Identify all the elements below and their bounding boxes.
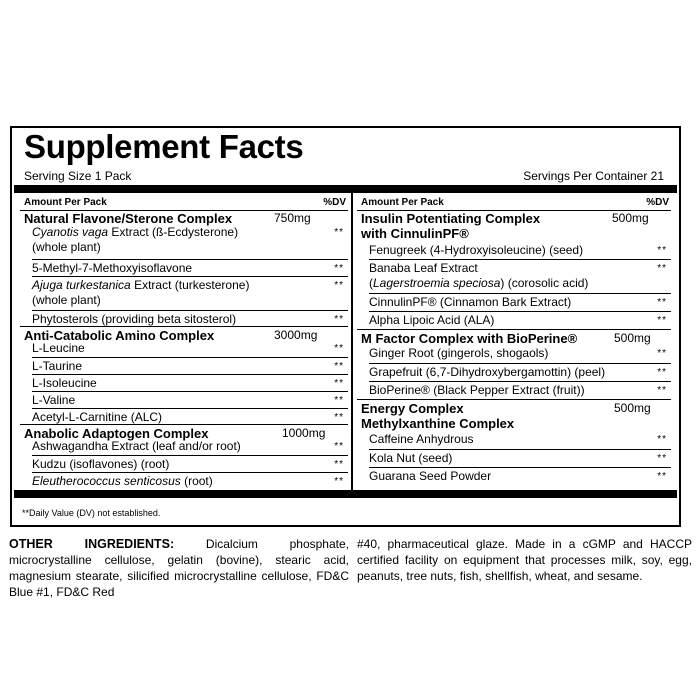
ingredient-name	[32, 410, 318, 425]
dv-label: %DV	[646, 197, 669, 208]
ingredient-name	[32, 474, 318, 489]
ingredient-name-text: Fenugreek (4-Hydroxyisoleucine) (seed)	[369, 243, 584, 257]
ingredient-name	[32, 312, 318, 327]
ingredient-row	[369, 311, 671, 330]
ingredient-name	[361, 331, 641, 346]
ingredient-row	[32, 408, 348, 425]
daily-value-marker: **	[334, 378, 344, 389]
ingredient-name	[361, 401, 641, 431]
ingredient-name-line2: (whole plant)	[32, 240, 101, 254]
ingredient-name-text: Insulin Potentiating Complex	[361, 211, 541, 226]
daily-value-marker: **	[334, 361, 344, 372]
dv-label: %DV	[323, 197, 346, 208]
ingredient-name	[369, 469, 641, 484]
ingredient-group-row	[357, 329, 671, 346]
ingredient-name-line2-rest: ) (corosolic acid)	[500, 276, 589, 290]
ingredient-name-line2: Methylxanthine Complex	[361, 416, 515, 431]
ingredient-name	[369, 313, 641, 328]
ingredient-name	[32, 457, 318, 472]
ingredient-name-line2: with CinnulinPF®	[361, 226, 469, 241]
ingredient-group-row	[357, 399, 671, 432]
ingredient-row	[32, 438, 348, 455]
amount-per-pack-label: Amount Per Pack	[361, 197, 444, 208]
ingredient-name-line2-pre: (	[369, 276, 373, 290]
ingredient-name-text: 5-Methyl-7-Methoxyisoflavone	[32, 261, 193, 275]
ingredient-row	[369, 431, 671, 449]
ingredient-name-text: BioPerine® (Black Pepper Extract (fruit))	[369, 383, 585, 397]
daily-value-marker: **	[334, 395, 344, 406]
ingredient-name-text: M Factor Complex with BioPerine®	[361, 331, 578, 346]
ingredient-name-text: Alpha Lipoic Acid (ALA)	[369, 313, 495, 327]
ingredient-row	[369, 259, 671, 294]
ingredient-group-row	[20, 210, 348, 226]
ingredient-name-rest: (root)	[180, 474, 213, 488]
ingredient-name-text: CinnulinPF® (Cinnamon Bark Extract)	[369, 295, 572, 309]
ingredient-group-row	[357, 210, 671, 242]
daily-value-marker: **	[657, 245, 667, 256]
daily-value-marker: **	[657, 471, 667, 482]
ingredient-name	[32, 225, 318, 255]
ingredient-name-text: Anabolic Adaptogen Complex	[24, 426, 209, 441]
daily-value-marker: **	[334, 343, 344, 354]
daily-value-marker: **	[657, 297, 667, 308]
ingredient-name-text: Anti-Catabolic Amino Complex	[24, 328, 215, 343]
ingredient-name-text: Kudzu (isoflavones) (root)	[32, 457, 170, 471]
ingredient-name-text: Phytosterols (providing beta sitosterol)	[32, 312, 237, 326]
ingredient-row	[32, 357, 348, 375]
other-ingredients-label: OTHER INGREDIENTS:	[9, 537, 175, 551]
daily-value-marker: **	[334, 476, 344, 487]
ingredient-amount: 500mg	[612, 211, 649, 225]
ingredient-name	[32, 341, 318, 356]
ingredient-name-text: Ginger Root (gingerols, shogaols)	[369, 346, 549, 360]
ingredient-name	[369, 261, 641, 291]
servings-per-container: Servings Per Container 21	[523, 169, 664, 183]
daily-value-marker: **	[657, 434, 667, 445]
other-ingredients-left	[9, 536, 349, 600]
ingredient-name-text: Kola Nut (seed)	[369, 451, 453, 465]
ingredient-row	[32, 455, 348, 473]
ingredient-amount: 500mg	[614, 401, 651, 415]
bottom-divider-bar	[14, 490, 677, 498]
ingredient-name	[369, 451, 641, 466]
ingredient-row	[369, 363, 671, 382]
daily-value-marker: **	[657, 315, 667, 326]
ingredient-name-line2-italic: Lagerstroemia speciosa	[373, 276, 501, 290]
ingredient-row	[32, 224, 348, 258]
supplement-facts-panel	[10, 126, 681, 527]
amount-per-pack-label: Amount Per Pack	[24, 197, 107, 208]
ingredient-row	[32, 276, 348, 311]
ingredient-name	[32, 278, 318, 308]
ingredient-name-italic: Ajuga turkestanica	[32, 278, 131, 292]
ingredient-row	[32, 259, 348, 277]
ingredient-name	[369, 365, 641, 380]
ingredient-name-text: Guarana Seed Powder	[369, 469, 492, 483]
ingredient-amount: 3000mg	[274, 328, 318, 342]
ingredient-name-line2: (whole plant)	[32, 293, 101, 307]
ingredient-group-row	[20, 326, 348, 341]
daily-value-marker: **	[657, 453, 667, 464]
daily-value-marker: **	[334, 263, 344, 274]
ingredient-name	[369, 346, 641, 361]
ingredient-name	[32, 393, 318, 408]
ingredient-name	[32, 376, 318, 391]
ingredient-row	[32, 340, 348, 357]
ingredient-name-text: Energy Complex	[361, 401, 464, 416]
ingredient-row	[32, 374, 348, 392]
ingredient-name-text: L-Taurine	[32, 359, 83, 373]
ingredient-name-text: Ashwagandha Extract (leaf and/or root)	[32, 439, 241, 453]
ingredient-name	[369, 295, 641, 310]
ingredient-amount: 750mg	[274, 211, 311, 225]
ingredient-row	[32, 391, 348, 409]
ingredient-name-text: L-Leucine	[32, 341, 85, 355]
ingredient-name	[369, 383, 641, 398]
daily-value-marker: **	[334, 412, 344, 423]
ingredient-name-text: Banaba Leaf Extract	[369, 261, 478, 275]
other-ingredients-right: #40, pharmaceutical glaze. Made in a cGMP and HACCP certified facility on equipment that processes milk, soy, egg, peanuts, tree nuts, fish, shellfish, wheat, and sesame.	[357, 537, 692, 583]
column-divider	[351, 193, 353, 490]
ingredient-name-text: L-Isoleucine	[32, 376, 97, 390]
ingredient-row	[369, 345, 671, 363]
daily-value-marker: **	[334, 314, 344, 325]
ingredient-name-italic: Eleutherococcus senticosus	[32, 474, 181, 488]
ingredient-row	[32, 472, 348, 490]
panel-title: Supplement Facts	[24, 128, 304, 165]
ingredient-name-text: L-Valine	[32, 393, 76, 407]
ingredient-name-rest: Extract (ß-Ecdysterone)	[108, 225, 239, 239]
dv-footnote: **Daily Value (DV) not established.	[22, 508, 161, 518]
ingredient-group-row	[20, 424, 348, 439]
ingredient-row	[369, 242, 671, 259]
right-column-header	[357, 193, 671, 211]
ingredient-name-text: Caffeine Anhydrous	[369, 432, 474, 446]
serving-size: Serving Size 1 Pack	[24, 169, 132, 183]
daily-value-marker: **	[334, 280, 344, 291]
ingredient-name-rest: Extract (turkesterone)	[130, 278, 250, 292]
ingredient-row	[369, 293, 671, 312]
daily-value-marker: **	[657, 385, 667, 396]
daily-value-marker: **	[657, 348, 667, 359]
ingredient-name-text: Grapefruit (6,7-Dihydroxybergamottin) (peel)	[369, 365, 606, 379]
ingredient-row	[369, 449, 671, 468]
ingredient-name	[369, 432, 641, 447]
ingredient-name-italic: Cyanotis vaga	[32, 225, 109, 239]
left-column-header	[20, 193, 348, 211]
daily-value-marker: **	[657, 263, 667, 274]
ingredient-name	[32, 359, 318, 374]
daily-value-marker: **	[334, 459, 344, 470]
daily-value-marker: **	[334, 441, 344, 452]
ingredient-amount: 500mg	[614, 331, 651, 345]
ingredient-amount: 1000mg	[282, 426, 326, 440]
ingredient-name	[32, 439, 318, 454]
ingredient-row	[369, 467, 671, 486]
ingredient-name-text: Natural Flavone/Sterone Complex	[24, 211, 233, 226]
top-divider-bar	[14, 185, 677, 193]
ingredient-name	[369, 243, 641, 258]
daily-value-marker: **	[657, 367, 667, 378]
other-ingredients-text-left: Dicalcium phosphate, microcrystalline cellulose, gelatin (bovine), stearic acid, magnesium stearate, silicified microcrystalline cellulose, FD&C Blue #1, FD&C Red	[9, 537, 349, 599]
ingredient-name-text: Acetyl-L-Carnitine (ALC)	[32, 410, 163, 424]
ingredient-name	[361, 211, 641, 241]
ingredient-row	[369, 381, 671, 400]
daily-value-marker: **	[334, 227, 344, 238]
ingredient-name	[32, 261, 318, 276]
